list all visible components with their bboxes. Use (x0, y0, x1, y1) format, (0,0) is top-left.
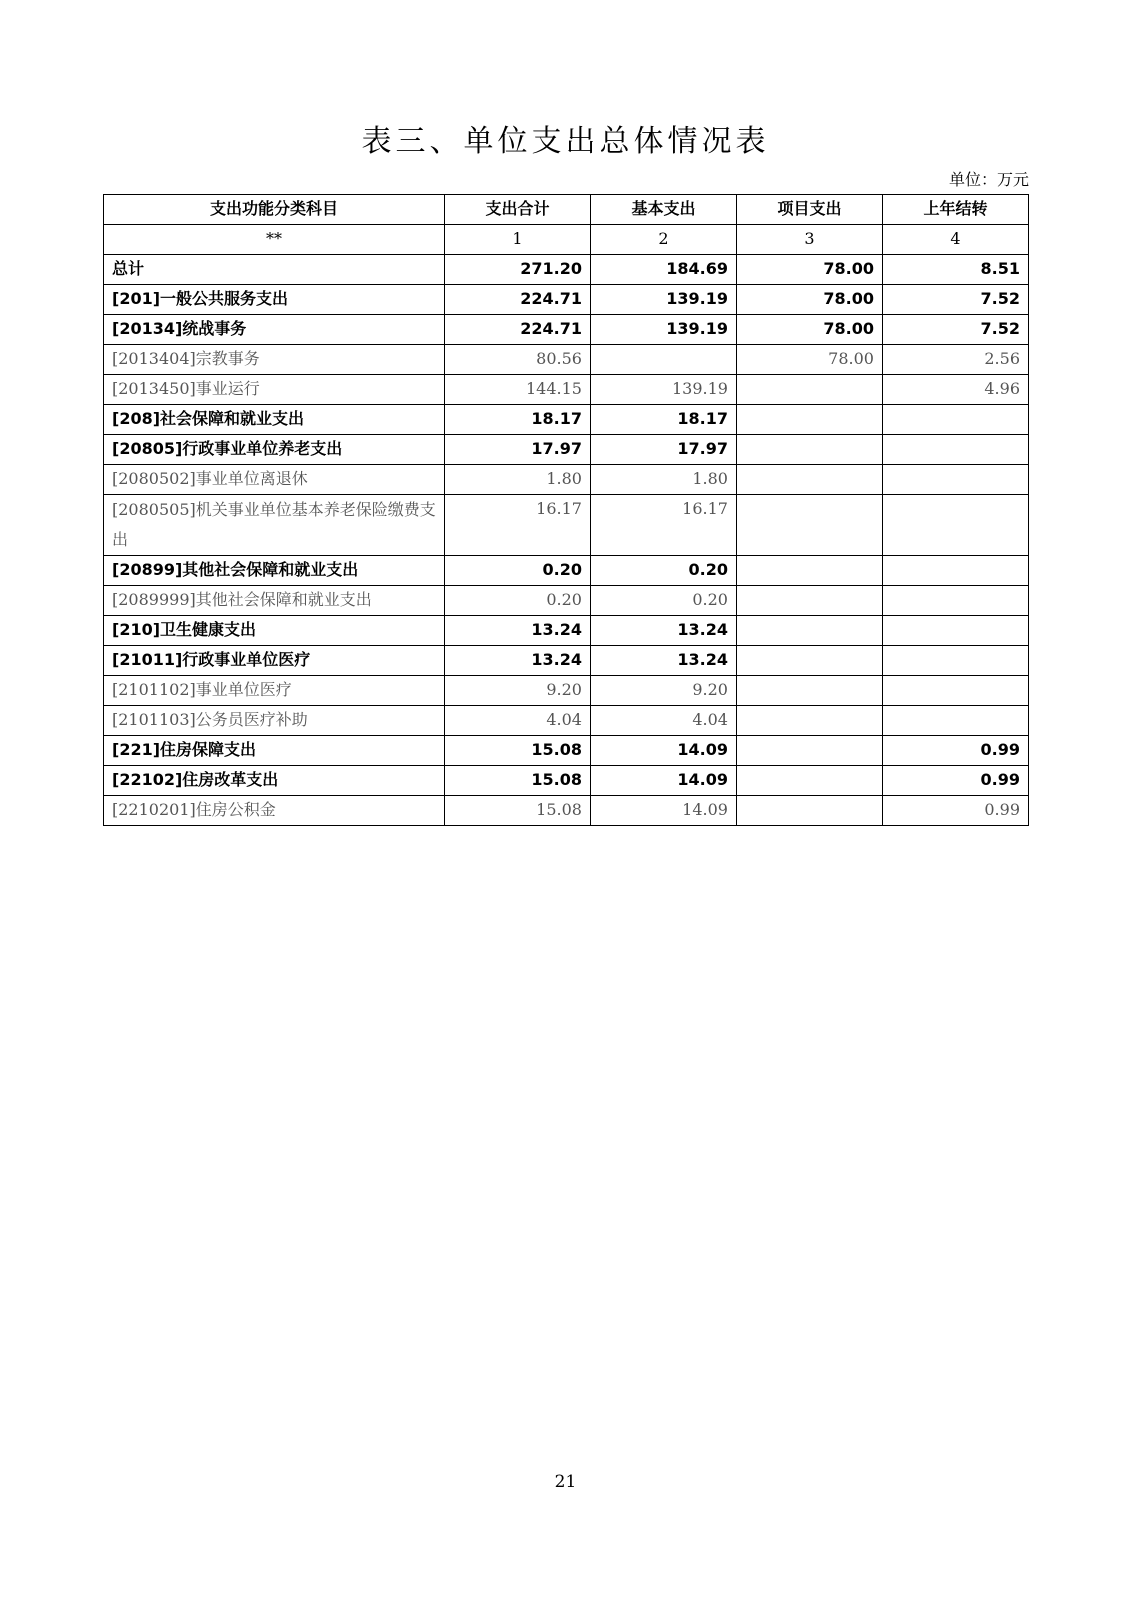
amount-cell: 16.17 (445, 495, 591, 556)
amount-cell: 224.71 (445, 315, 591, 345)
amount-cell (882, 586, 1028, 616)
table-row (104, 646, 1029, 676)
subject-cell: [201]一般公共服务支出 (104, 285, 445, 315)
amount-cell: 184.69 (590, 255, 736, 285)
table-row (104, 435, 1029, 465)
table-row (104, 616, 1029, 646)
amount-cell (882, 556, 1028, 586)
amount-cell: 18.17 (590, 405, 736, 435)
amount-cell (736, 556, 882, 586)
amount-cell: 78.00 (736, 285, 882, 315)
amount-cell: 4.96 (882, 375, 1028, 405)
amount-cell: 0.20 (445, 556, 591, 586)
amount-cell (882, 616, 1028, 646)
amount-cell: 0.20 (590, 586, 736, 616)
header-cell: 项目支出 (736, 195, 882, 225)
table-sequence-row (104, 225, 1029, 255)
amount-cell: 15.08 (445, 796, 591, 826)
amount-cell (736, 736, 882, 766)
amount-cell: 4.04 (445, 706, 591, 736)
subject-cell: [20805]行政事业单位养老支出 (104, 435, 445, 465)
table-row (104, 706, 1029, 736)
table-row (104, 375, 1029, 405)
amount-cell (882, 495, 1028, 556)
table-row (104, 255, 1029, 285)
amount-cell: 139.19 (590, 285, 736, 315)
amount-cell: 9.20 (590, 676, 736, 706)
table-row (104, 556, 1029, 586)
table-row (104, 586, 1029, 616)
amount-cell (736, 435, 882, 465)
subject-cell: [221]住房保障支出 (104, 736, 445, 766)
amount-cell: 144.15 (445, 375, 591, 405)
amount-cell: 9.20 (445, 676, 591, 706)
page-number: 21 (554, 1472, 577, 1492)
amount-cell: 80.56 (445, 345, 591, 375)
amount-cell (736, 405, 882, 435)
amount-cell: 224.71 (445, 285, 591, 315)
subject-cell: [2089999]其他社会保障和就业支出 (104, 586, 445, 616)
amount-cell: 18.17 (445, 405, 591, 435)
amount-cell (882, 465, 1028, 495)
amount-cell (882, 435, 1028, 465)
subject-cell: [208]社会保障和就业支出 (104, 405, 445, 435)
amount-cell: 16.17 (590, 495, 736, 556)
amount-cell (736, 586, 882, 616)
amount-cell: 139.19 (590, 315, 736, 345)
amount-cell (736, 676, 882, 706)
amount-cell (736, 616, 882, 646)
table-row (104, 796, 1029, 826)
amount-cell: 14.09 (590, 736, 736, 766)
table-body (104, 255, 1029, 826)
amount-cell (736, 706, 882, 736)
page-title: 表三、单位支出总体情况表 (361, 124, 770, 159)
subject-cell: [20899]其他社会保障和就业支出 (104, 556, 445, 586)
sequence-cell: ** (104, 225, 445, 255)
amount-cell: 1.80 (445, 465, 591, 495)
table-row (104, 495, 1029, 556)
subject-cell: [20134]统战事务 (104, 315, 445, 345)
amount-cell: 13.24 (445, 616, 591, 646)
amount-cell: 0.99 (882, 796, 1028, 826)
amount-cell: 0.20 (445, 586, 591, 616)
header-cell: 基本支出 (590, 195, 736, 225)
table-row (104, 405, 1029, 435)
amount-cell: 0.99 (882, 766, 1028, 796)
amount-cell: 0.99 (882, 736, 1028, 766)
subject-cell: [2013450]事业运行 (104, 375, 445, 405)
subject-cell: [2013404]宗教事务 (104, 345, 445, 375)
amount-cell: 4.04 (590, 706, 736, 736)
amount-cell: 1.80 (590, 465, 736, 495)
amount-cell: 13.24 (590, 616, 736, 646)
amount-cell: 271.20 (445, 255, 591, 285)
amount-cell (736, 766, 882, 796)
amount-cell (736, 375, 882, 405)
table-header-row (104, 195, 1029, 225)
amount-cell (736, 646, 882, 676)
unit-label: 单位：万元 (948, 170, 1029, 189)
subject-cell: 总计 (104, 255, 445, 285)
sequence-cell: 1 (445, 225, 591, 255)
header-cell: 支出功能分类科目 (104, 195, 445, 225)
subject-cell: [2101102]事业单位医疗 (104, 676, 445, 706)
amount-cell: 78.00 (736, 255, 882, 285)
sequence-cell: 3 (736, 225, 882, 255)
amount-cell (882, 405, 1028, 435)
table-row (104, 315, 1029, 345)
amount-cell (590, 345, 736, 375)
amount-cell: 13.24 (445, 646, 591, 676)
amount-cell: 0.20 (590, 556, 736, 586)
table-row (104, 766, 1029, 796)
sequence-cell: 4 (882, 225, 1028, 255)
amount-cell: 7.52 (882, 285, 1028, 315)
table-row (104, 736, 1029, 766)
amount-cell (736, 495, 882, 556)
amount-cell: 17.97 (445, 435, 591, 465)
subject-cell: [2101103]公务员医疗补助 (104, 706, 445, 736)
table-row (104, 285, 1029, 315)
amount-cell: 7.52 (882, 315, 1028, 345)
amount-cell: 14.09 (590, 766, 736, 796)
table-row (104, 345, 1029, 375)
table-row (104, 465, 1029, 495)
amount-cell: 139.19 (590, 375, 736, 405)
amount-cell: 2.56 (882, 345, 1028, 375)
table-row (104, 676, 1029, 706)
amount-cell: 78.00 (736, 345, 882, 375)
amount-cell: 15.08 (445, 766, 591, 796)
amount-cell (736, 796, 882, 826)
subject-cell: [21011]行政事业单位医疗 (104, 646, 445, 676)
amount-cell: 17.97 (590, 435, 736, 465)
header-cell: 上年结转 (882, 195, 1028, 225)
amount-cell (882, 706, 1028, 736)
amount-cell: 78.00 (736, 315, 882, 345)
amount-cell: 13.24 (590, 646, 736, 676)
subject-cell: [210]卫生健康支出 (104, 616, 445, 646)
amount-cell (736, 465, 882, 495)
amount-cell (882, 676, 1028, 706)
subject-cell: [2080505]机关事业单位基本养老保险缴费支出 (104, 495, 445, 556)
subject-cell: [22102]住房改革支出 (104, 766, 445, 796)
amount-cell: 15.08 (445, 736, 591, 766)
subject-cell: [2210201]住房公积金 (104, 796, 445, 826)
sequence-cell: 2 (590, 225, 736, 255)
amount-cell: 8.51 (882, 255, 1028, 285)
expenditure-table (103, 194, 1029, 826)
subject-cell: [2080502]事业单位离退休 (104, 465, 445, 495)
amount-cell: 14.09 (590, 796, 736, 826)
amount-cell (882, 646, 1028, 676)
header-cell: 支出合计 (445, 195, 591, 225)
